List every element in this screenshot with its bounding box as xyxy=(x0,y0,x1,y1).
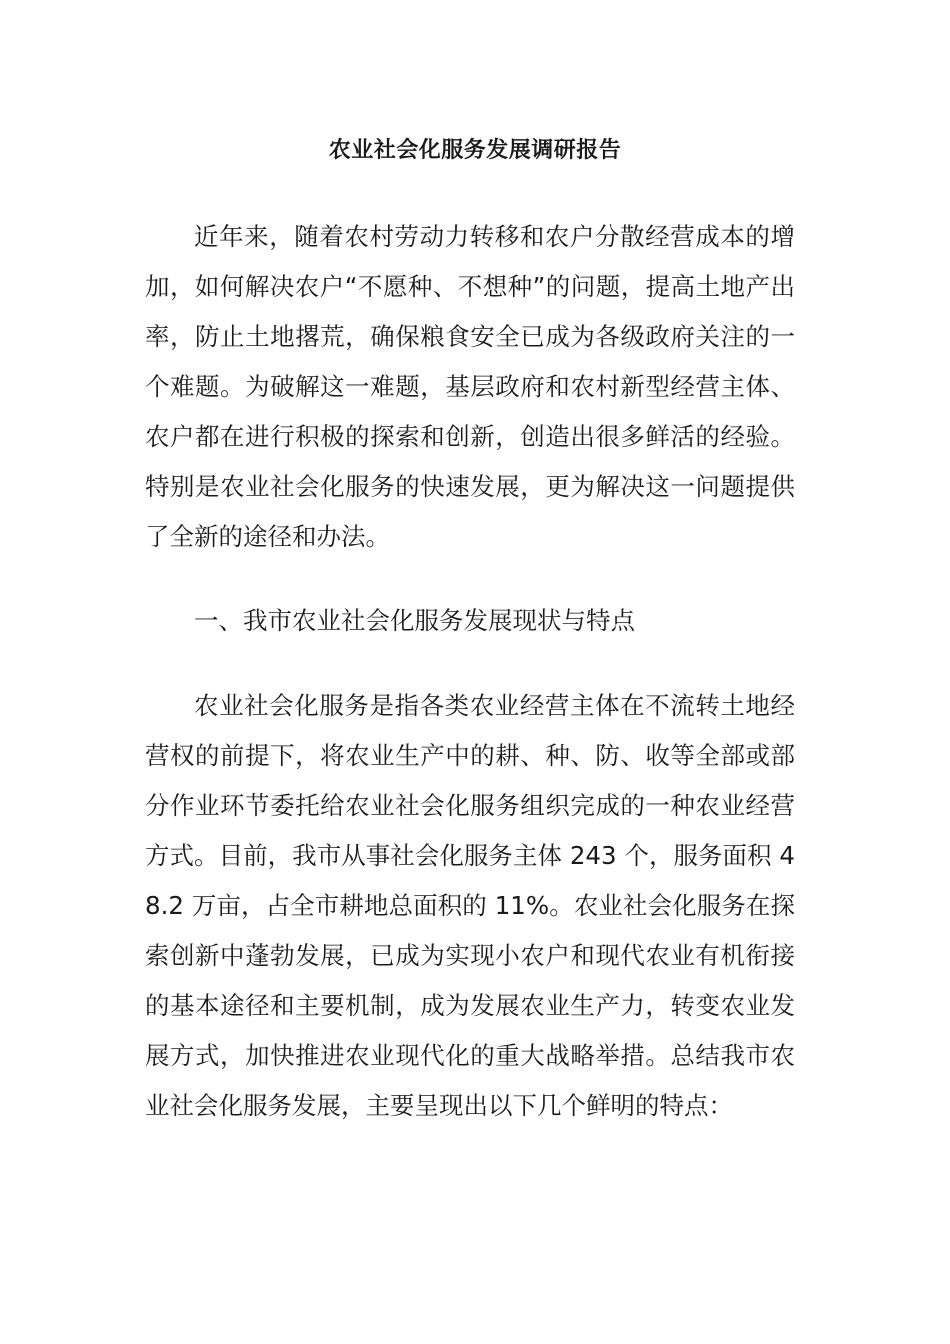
body-paragraph: 农业社会化服务是指各类农业经营主体在不流转土地经营权的前提下，将农业生产中的耕、种、防、收等全部或部分作业环节委托给农业社会化服务组织完成的一种农业经营方式。目前，我市从事社会化服务主体 243 个，服务面积 48.2 万亩，占全市耕地总面积的 11%。农业社会化服务在探索创新中蓬勃发展，已成为实现小农户和现代农业有机衔接的基本途径和主要机制，成为发展农业生产力，转变农业发展方式，加快推进农业现代化的重大战略举措。总结我市农业社会化服务发展，主要呈现出以下几个鲜明的特点： xyxy=(145,691,795,1120)
section-heading: 一、我市农业社会化服务发展现状与特点 xyxy=(194,606,635,635)
intro-paragraph: 近年来，随着农村劳动力转移和农户分散经营成本的增加，如何解决农户“不愿种、不想种”的问题，提高土地产出率，防止土地撂荒，确保粮食安全已成为各级政府关注的一个难题。为破解这一难题，基层政府和农村新型经营主体、农户都在进行积极的探索和创新，创造出很多鲜活的经验。特别是农业社会化服务的快速发展，更为解决这一问题提供了全新的途径和办法。 xyxy=(145,222,795,551)
document-title: 农业社会化服务发展调研报告 xyxy=(328,138,622,163)
